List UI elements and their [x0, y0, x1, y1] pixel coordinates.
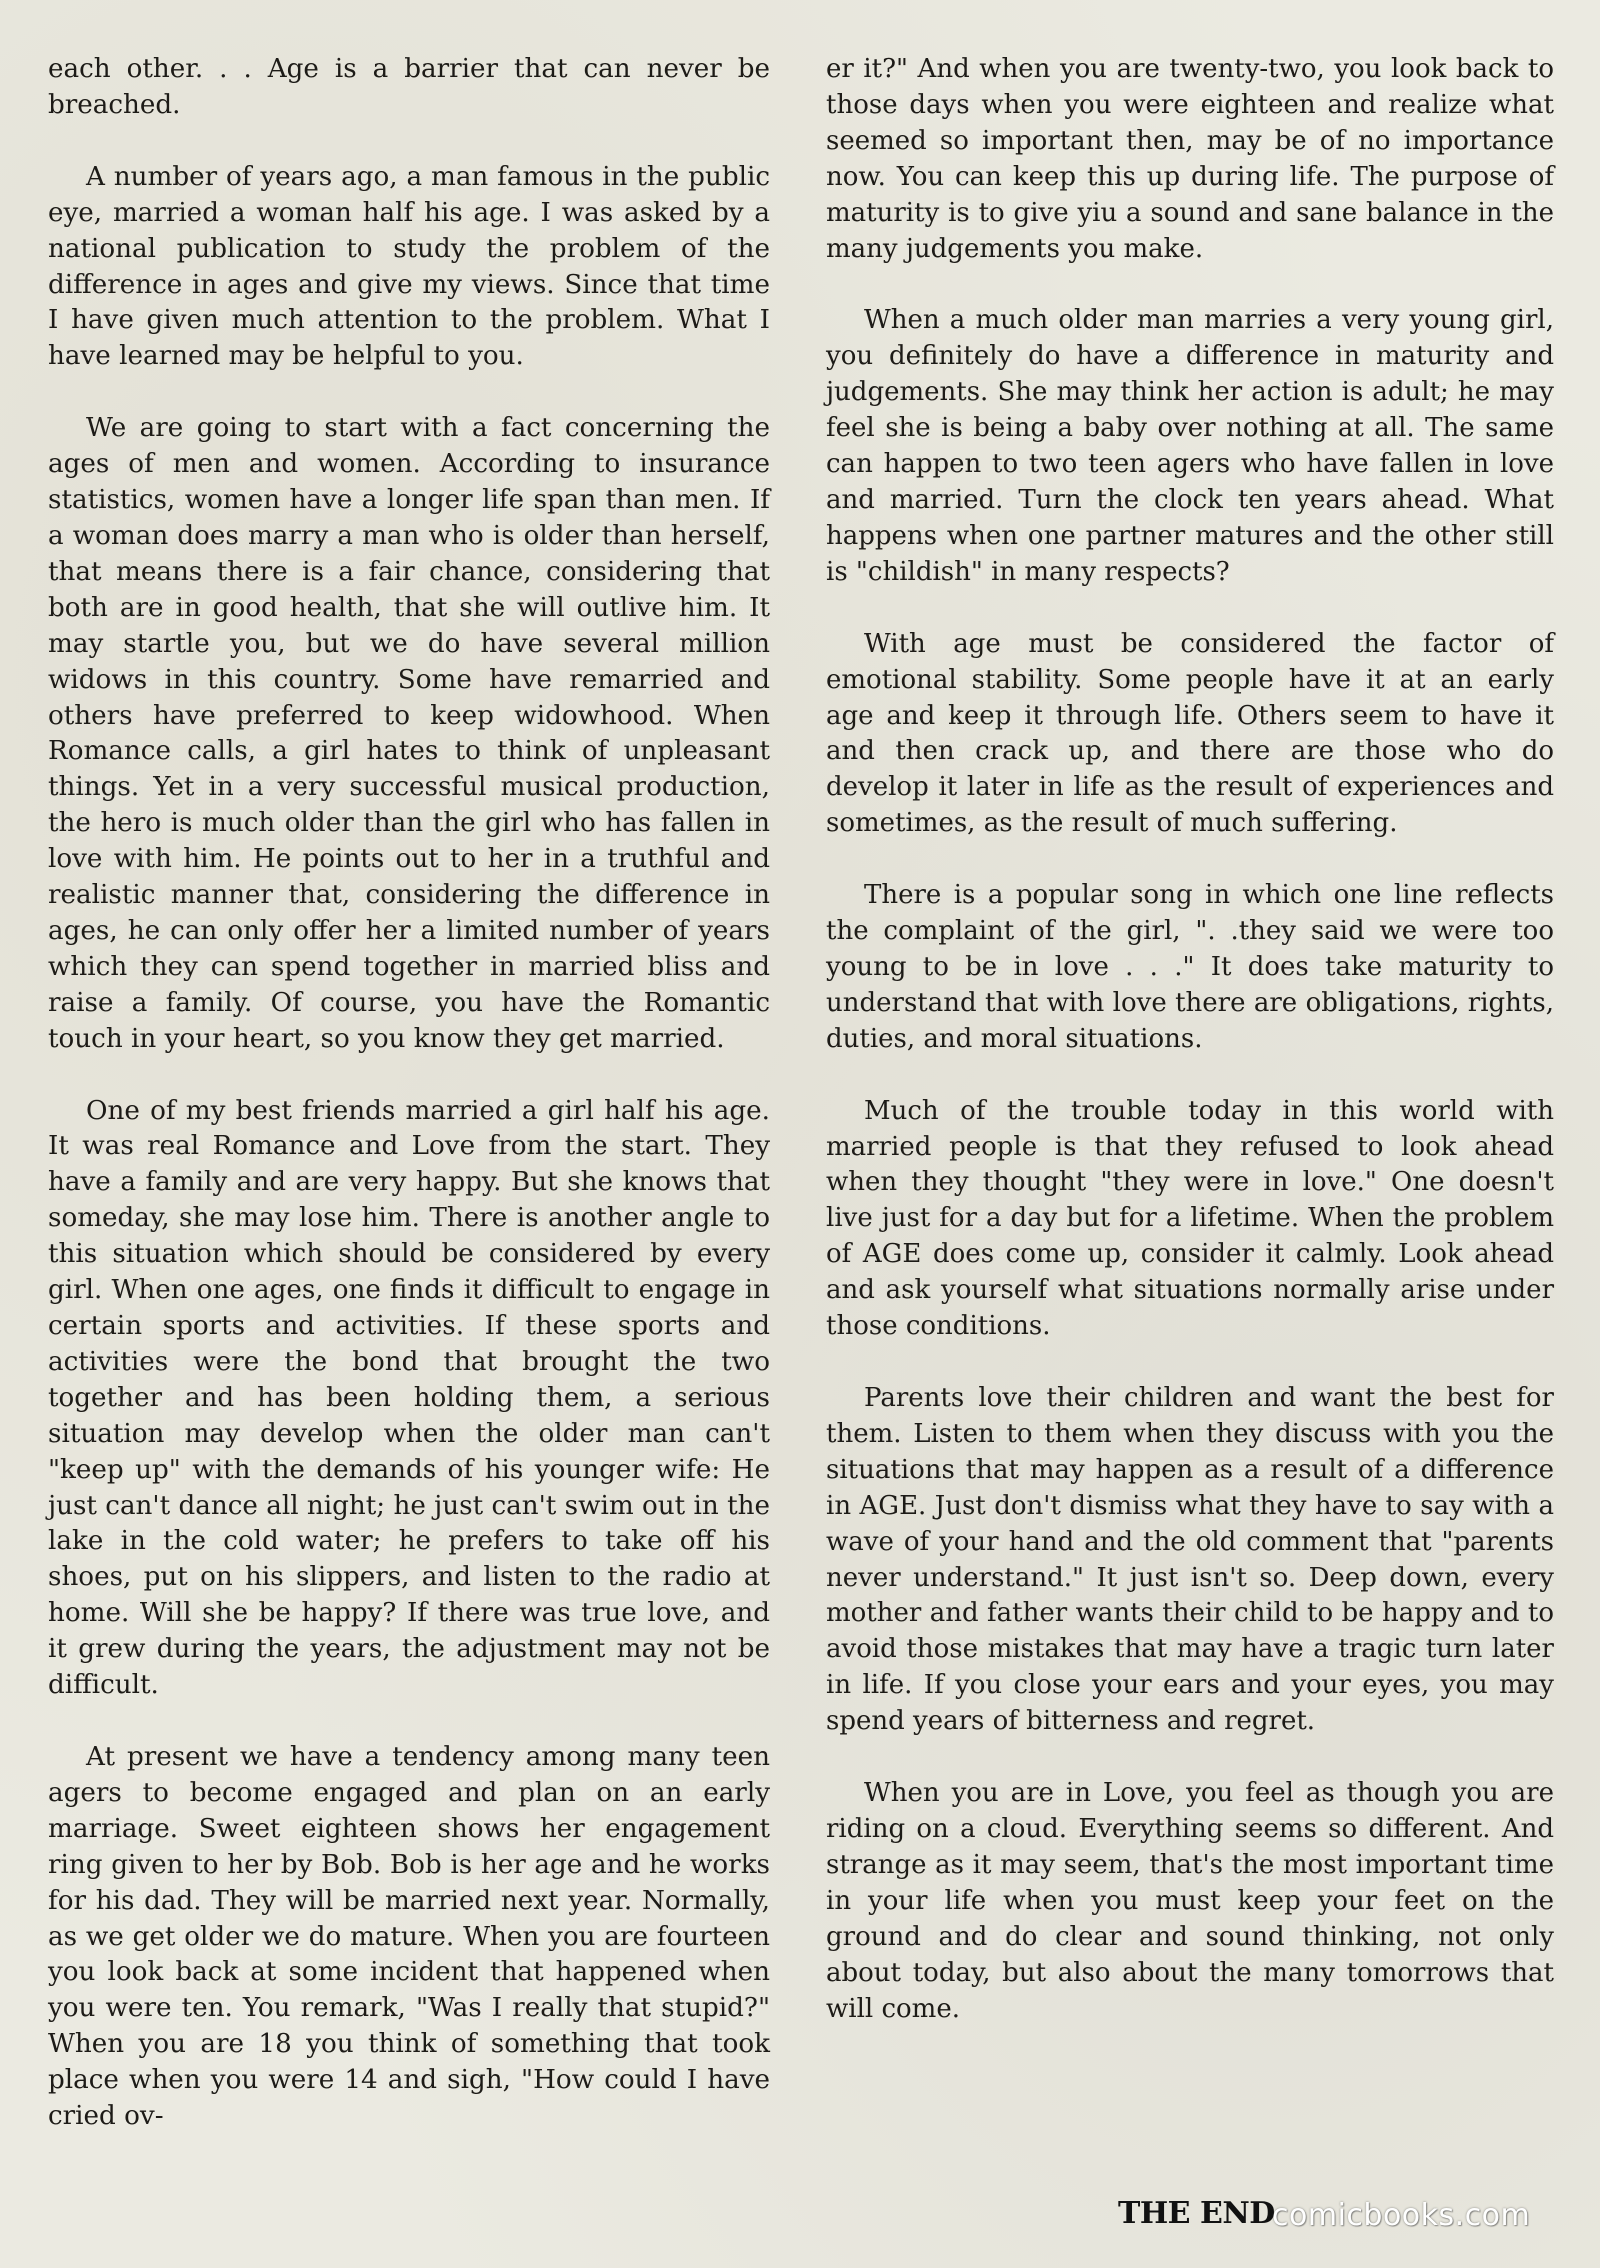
paragraph: When you are in Love, you feel as though you are riding on a cloud. Everything seems so different. And strange as it may seem, that's the most important time in your life when you must keep your feet on the ground and do clear and sound thinking, not only about today, but also about the many tomorrows that will come. [826, 1778, 1554, 2024]
the-end-label: THE END [1118, 2196, 1275, 2231]
paragraph: Much of the trouble today in this world with married people is that they refused to look ahead when they thought "they were in love." One doesn't live just for a day but for a lifetime. When the problem of AGE does come up, consider it calmly. Look ahead and ask yourself what situations normally arise under those conditions. [826, 1095, 1554, 1342]
paragraph: With age must be considered the factor of emotional stability. Some people have it at an early age and keep it through life. Others seem to have it and then crack up, and there are those who do develop it later in life as the result of experiences and sometimes, as the result of much suffering. [826, 628, 1554, 839]
paragraph: We are going to start with a fact concerning the ages of men and women. According to insurance statistics, women have a longer life span than men. If a woman does marry a man who is older than herself, that means there is a fair chance, considering that both are in good health, that she will outlive him. It may startle you, but we do have several million widows in this country. Some have remarried and others have preferred to keep widowhood. When Romance calls, a girl hates to think of unpleasant things. Yet in a very successful musical production, the hero is much older than the girl who has fallen in love with him. He points out to her in a truthful and realistic manner that, considering the difference in ages, he can only offer her a limited number of years which they can spend together in married bliss and raise a family. Of course, you have the Romantic touch in your heart, so you know they get married. [48, 413, 770, 1054]
paragraph: A number of years ago, a man famous in the public eye, married a woman half his age. I was asked by a national publication to study the problem of the difference in ages and give my views. Since that time I have given much attention to the problem. What I have learned may be helpful to you. [48, 161, 770, 372]
paragraph: Parents love their children and want the best for them. Listen to them when they discuss with you the situations that may happen as a result of a difference in AGE. Just don't dismiss what they have to say with a wave of your hand and the old comment that "parents never understand." It just isn't so. Deep down, every mother and father wants their child to be happy and to avoid those mistakes that may have a tragic turn later in life. If you close your ears and your eyes, you may spend years of bitterness and regret. [826, 1383, 1554, 1737]
paragraph: One of my best friends married a girl half his age. It was real Romance and Love from the start. They have a family and are very happy. But she knows that someday, she may lose him. There is another angle to this situation which should be considered by every girl. When one ages, one finds it difficult to engage in certain sports and activities. If these sports and activities were the bond that brought the two together and has been holding them, a serious situation may develop when the older man can't "keep up" with the demands of his younger wife: He just can't dance all night; he just can't swim out in the lake in the cold water; he prefers to take off his shoes, put on his slippers, and listen to the radio at home. Will she be happy? If there was true love, and it grew during the years, the adjustment may not be difficult. [48, 1095, 770, 1701]
paragraph-continuation: each other. . . Age is a barrier that can never be breached. [48, 54, 770, 120]
left-column [48, 52, 770, 2171]
site-watermark: comicbooks.com [1272, 2198, 1531, 2233]
right-column [826, 52, 1554, 2063]
paragraph-continuation: er it?" And when you are twenty-two, you look back to those days when you were eighteen and realize what seemed so important then, may be of no importance now. You can keep this up during life. The purpose of maturity is to give yiu a sound and sane balance in the many judgements you make. [826, 54, 1554, 264]
paragraph: When a much older man marries a very young girl, you definitely do have a difference in maturity and judgements. She may think her action is adult; he may feel she is being a baby over nothing at all. The same can happen to two teen agers who have fallen in love and married. Turn the clock ten years ahead. What happens when one partner matures and the other still is "childish" in many respects? [826, 305, 1554, 587]
paragraph: At present we have a tendency among many teen agers to become engaged and plan on an early marriage. Sweet eighteen shows her engagement ring given to her by Bob. Bob is her age and he works for his dad. They will be married next year. Normally, as we get older we do mature. When you are fourteen you look back at some incident that happened when you were ten. You remark, "Was I really that stupid?" When you are 18 you think of something that took place when you were 14 and sigh, "How could I have cried ov- [48, 1741, 770, 2132]
paragraph: There is a popular song in which one line reflects the complaint of the girl, ". .they said we were too young to be in love . . ." It does take maturity to understand that with love there are obligations, rights, duties, and moral situations. [826, 880, 1554, 1054]
